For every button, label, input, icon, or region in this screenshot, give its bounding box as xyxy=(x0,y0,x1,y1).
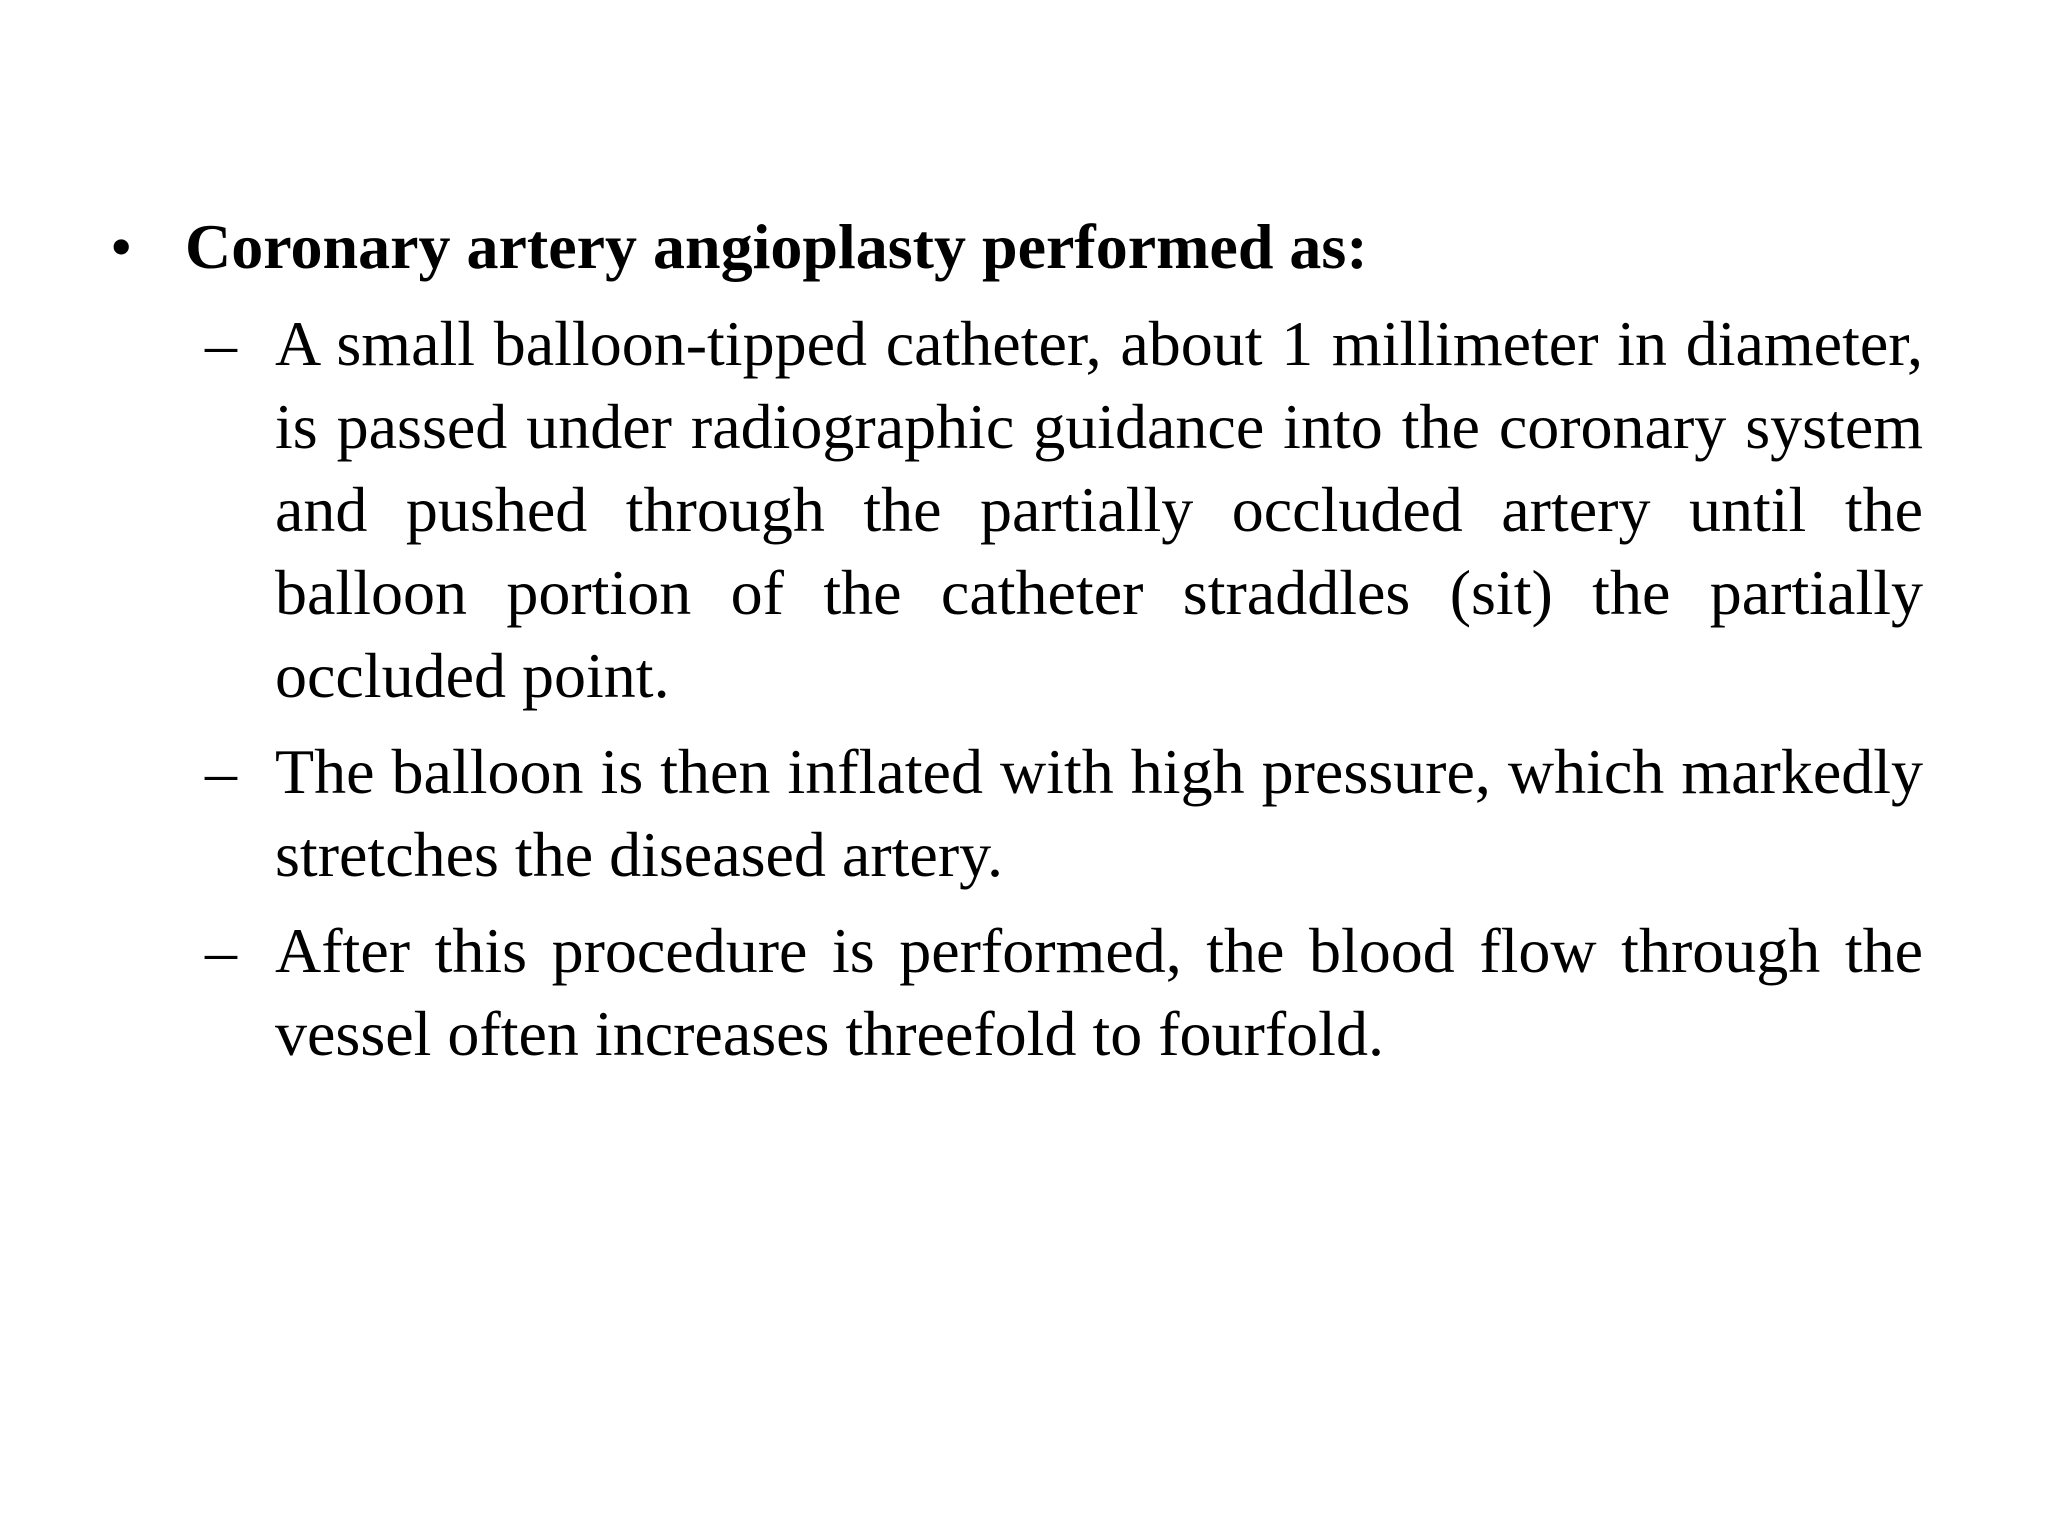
bullet-icon: • xyxy=(110,211,133,282)
bullet-heading: Coronary artery angioplasty performed as: xyxy=(185,211,1368,282)
sub-bullet-list xyxy=(205,302,1923,1088)
sub-bullet-item xyxy=(205,909,1923,1075)
sub-bullet-text: The balloon is then inflated with high pressure, which markedly stretches the diseased artery. xyxy=(275,736,1923,890)
dash-icon: – xyxy=(205,736,237,807)
sub-bullet-text: A small balloon-tipped catheter, about 1 millimeter in diameter, is passed under radiographic guidance into the coronary system and pushed through the partially occluded artery until the balloon portion of the catheter straddles (sit) the partially occluded point. xyxy=(275,308,1923,711)
dash-icon: – xyxy=(205,915,237,986)
sub-bullet-text: After this procedure is performed, the blood flow through the vessel often increases threefold to fourfold. xyxy=(275,915,1923,1069)
sub-bullet-item xyxy=(205,302,1923,717)
main-bullet xyxy=(110,205,1920,288)
dash-icon: – xyxy=(205,308,237,379)
sub-bullet-item xyxy=(205,730,1923,896)
